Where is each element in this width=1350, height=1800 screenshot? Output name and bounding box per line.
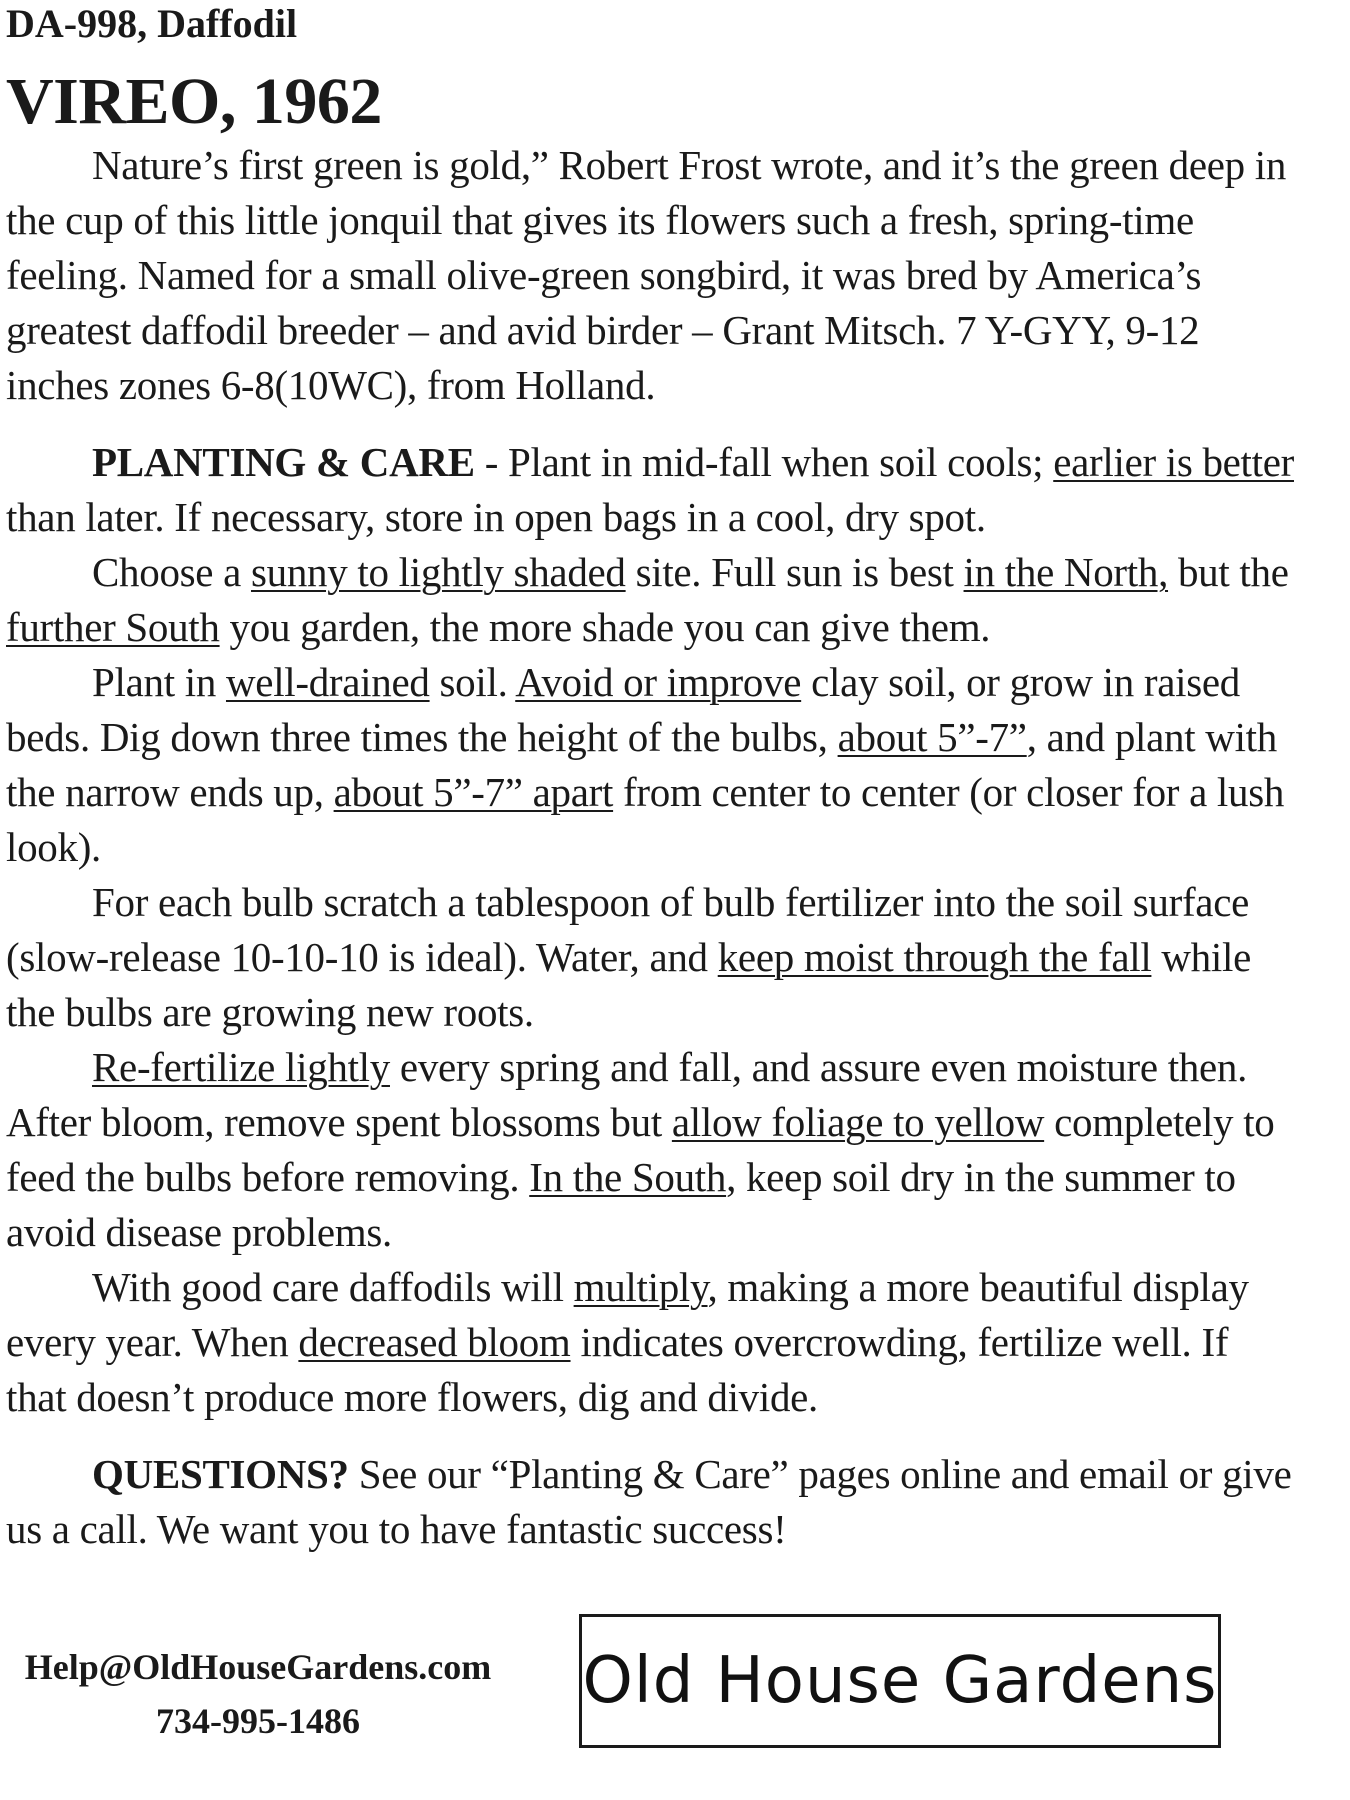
text-span: For each bulb scratch a tablespoon of bulb fertilizer into the soil surface (slow-release 10-10-10 is ideal). Water, and bbox=[6, 879, 1249, 980]
underlined-text: multiply bbox=[573, 1264, 708, 1310]
text-span: Plant in bbox=[92, 659, 226, 705]
text-span: while the bulbs are growing new roots. bbox=[6, 934, 1251, 1035]
planting-paragraph-3 bbox=[6, 655, 1296, 875]
text-span: soil. bbox=[429, 659, 516, 705]
text-span: site. Full sun is best bbox=[625, 549, 964, 595]
brand-logo bbox=[579, 1614, 1221, 1748]
text-span: but the bbox=[1168, 549, 1289, 595]
intro-paragraph: Nature’s first green is gold,” Robert Frost wrote, and it’s the green deep in the cup of this little jonquil that gives its flowers such a fresh, spring-time feeling. Named for a small olive-green songbird, it was bred by America’s greatest daffodil breeder – and avid birder – Grant Mitsch. 7 Y-GYY, 9-12 inches zones 6-8(10WC), from Holland. bbox=[6, 142, 1287, 408]
text-span: , and plant with the narrow ends up, bbox=[6, 714, 1277, 815]
planting-paragraph-1 bbox=[6, 435, 1296, 545]
text-span: completely to feed the bulbs before removing. bbox=[6, 1099, 1275, 1200]
planting-paragraph-5 bbox=[6, 1040, 1296, 1260]
item-code: DA-998, Daffodil bbox=[6, 1, 298, 46]
text-span: See our “Planting & Care” pages online and email or give us a call. We want you to have fantastic success! bbox=[6, 1451, 1292, 1552]
text-span: - Plant in mid-fall when soil cools; bbox=[474, 439, 1054, 485]
text-span: than later. If necessary, store in open bags in a cool, dry spot. bbox=[6, 494, 986, 540]
planting-paragraph-6 bbox=[6, 1260, 1296, 1425]
text-span: clay soil, or grow in raised beds. Dig down three times the height of the bulbs, bbox=[6, 659, 1240, 760]
underlined-text: well-drained bbox=[225, 659, 430, 705]
underlined-text: In the South bbox=[529, 1154, 727, 1200]
underlined-text: about 5”-7” apart bbox=[333, 769, 614, 815]
text-span: you garden, the more shade you can give them. bbox=[219, 604, 991, 650]
contact-phone[interactable]: 734-995-1486 bbox=[156, 1701, 360, 1741]
logo-text: Old House Gardens bbox=[582, 1644, 1218, 1718]
underlined-text: about 5”-7” bbox=[837, 714, 1027, 760]
underlined-text: sunny to lightly shaded bbox=[251, 549, 626, 595]
planting-paragraph-4 bbox=[6, 875, 1296, 1040]
underlined-text: further South bbox=[6, 604, 220, 650]
text-span: , making a more beautiful display every year. When bbox=[6, 1264, 1249, 1365]
variety-title: VIREO, 1962 bbox=[6, 65, 382, 138]
contact-block bbox=[8, 1640, 508, 1748]
planting-paragraph-2 bbox=[6, 545, 1296, 655]
text-span: Choose a bbox=[92, 549, 251, 595]
underlined-text: allow foliage to yellow bbox=[671, 1099, 1045, 1145]
text-span: With good care daffodils will bbox=[92, 1264, 574, 1310]
questions-heading: QUESTIONS? bbox=[92, 1451, 349, 1497]
questions-paragraph bbox=[6, 1447, 1296, 1557]
text-span: every spring and fall, and assure even moisture then. After bloom, remove spent blossoms but bbox=[6, 1044, 1248, 1145]
text-span: , keep soil dry in the summer to avoid disease problems. bbox=[6, 1154, 1236, 1255]
text-span: indicates overcrowding, fertilize well. If that doesn’t produce more flowers, dig and divide. bbox=[6, 1319, 1229, 1420]
text-span: from center to center (or closer for a lush look). bbox=[6, 769, 1285, 870]
underlined-text: decreased bloom bbox=[298, 1319, 571, 1365]
underlined-text: Re-fertilize lightly bbox=[92, 1044, 390, 1090]
planting-heading: PLANTING & CARE bbox=[92, 439, 475, 485]
underlined-text: keep moist through the fall bbox=[717, 934, 1152, 980]
description-body bbox=[6, 138, 1296, 1557]
contact-email[interactable]: Help@OldHouseGardens.com bbox=[24, 1647, 492, 1687]
underlined-text: earlier is better bbox=[1053, 439, 1294, 485]
underlined-text: Avoid or improve bbox=[515, 659, 802, 705]
underlined-text: in the North, bbox=[963, 549, 1169, 595]
